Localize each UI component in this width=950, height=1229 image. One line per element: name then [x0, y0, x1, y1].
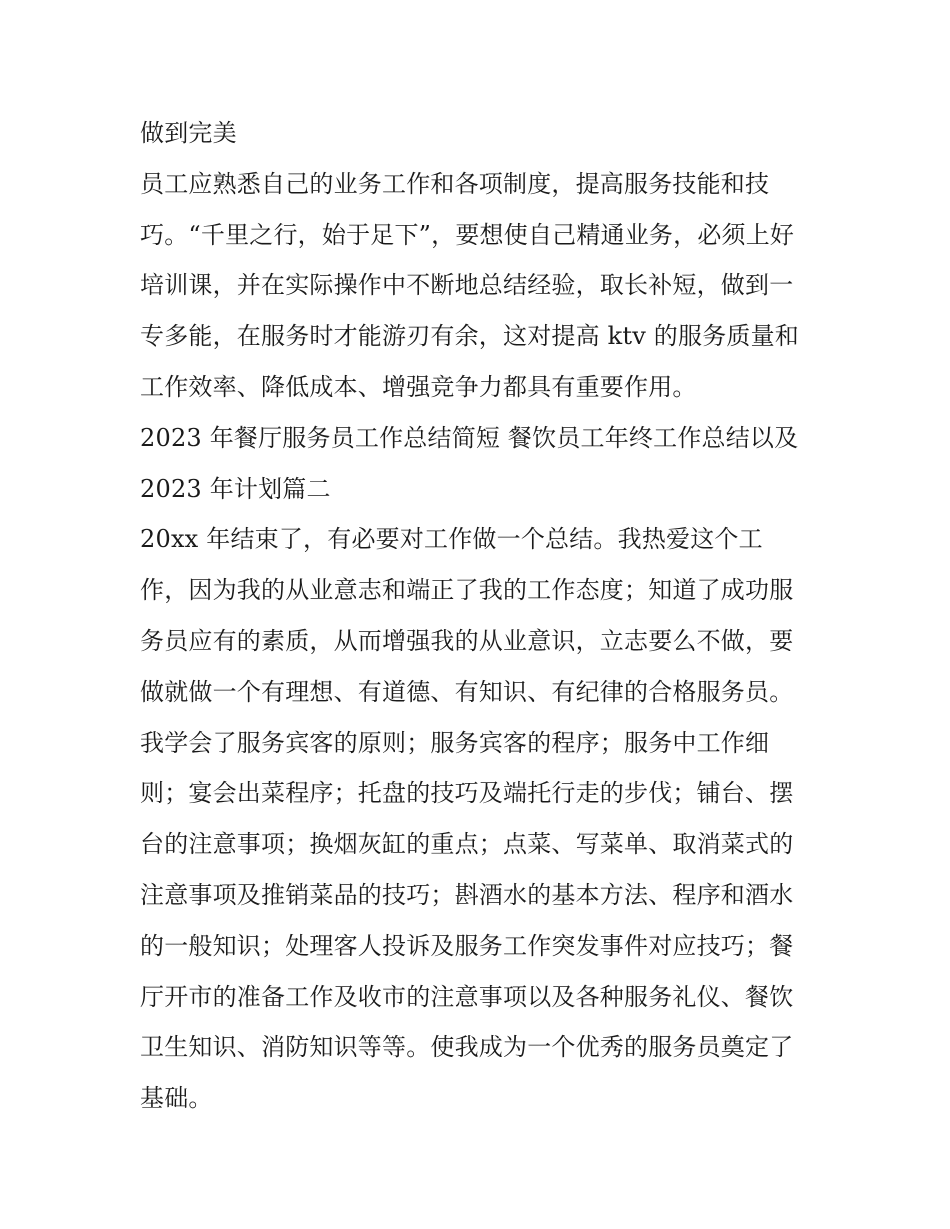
text-line-14: 则；宴会出菜程序；托盘的技巧及端托行走的步伐；铺台、摆 — [140, 779, 794, 808]
heading-line-2: 2023 年计划篇二 — [140, 474, 331, 503]
text-line-13: 我学会了服务宾客的原则；服务宾客的程序；服务中工作细 — [140, 728, 770, 757]
text-line-9: 20xx 年结束了，有必要对工作做一个总结。我热爱这个工 — [140, 525, 763, 554]
text-line-6: 工作效率、降低成本、增强竞争力都具有重要作用。 — [140, 372, 697, 401]
text-line-5: 专多能，在服务时才能游刃有余，这对提高 ktv 的服务质量和 — [140, 322, 800, 351]
document-body — [140, 108, 815, 1124]
text-line-12: 做就做一个有理想、有道德、有知识、有纪律的合格服务员。 — [140, 677, 794, 706]
text-line-3: 巧。“千里之行，始于足下”，要想使自己精通业务，必须上好 — [140, 220, 795, 249]
text-line-18: 厅开市的准备工作及收市的注意事项以及各种服务礼仪、餐饮 — [140, 982, 794, 1011]
text-line-4: 培训课，并在实际操作中不断地总结经验，取长补短，做到一 — [140, 271, 794, 300]
text-line-1: 做到完美 — [140, 119, 237, 147]
text-line-19: 卫生知识、消防知识等等。使我成为一个优秀的服务员奠定了 — [140, 1033, 794, 1062]
text-line-17: 的一般知识；处理客人投诉及服务工作突发事件对应技巧；餐 — [140, 931, 794, 960]
text-line-2: 员工应熟悉自己的业务工作和各项制度，提高服务技能和技 — [140, 169, 770, 198]
text-line-15: 台的注意事项；换烟灰缸的重点；点菜、写菜单、取消菜式的 — [140, 830, 794, 859]
text-line-16: 注意事项及推销菜品的技巧；斟酒水的基本方法、程序和酒水 — [140, 880, 794, 909]
text-line-20: 基础。 — [140, 1084, 213, 1113]
heading-line-1: 2023 年餐厅服务员工作总结简短 餐饮员工年终工作总结以及 — [140, 423, 799, 452]
text-line-10: 作，因为我的从业意志和端正了我的工作态度；知道了成功服 — [140, 576, 794, 605]
text-line-11: 务员应有的素质，从而增强我的从业意识，立志要么不做，要 — [140, 626, 794, 655]
